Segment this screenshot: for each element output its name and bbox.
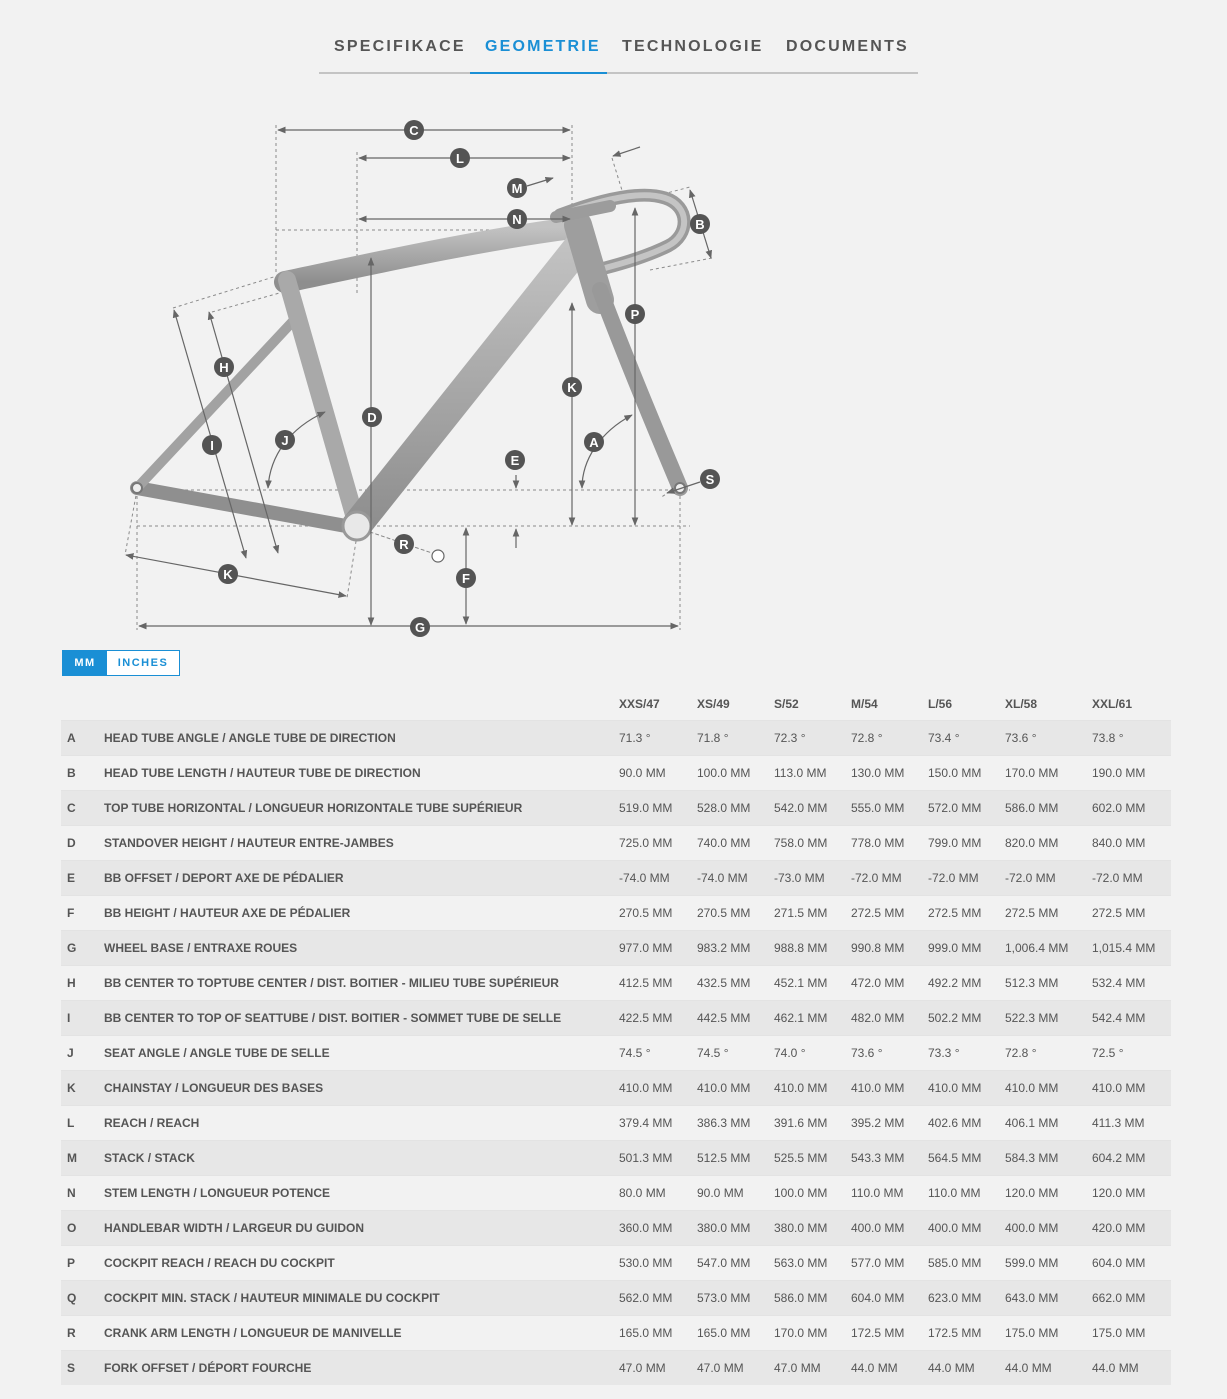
label-a-badge [584, 432, 604, 452]
table-row [61, 756, 1171, 791]
row-value: -73.0 MM [768, 861, 845, 896]
row-value: -72.0 MM [999, 861, 1086, 896]
label-i-badge [202, 435, 222, 455]
row-value: 547.0 MM [691, 1246, 768, 1281]
row-value: 623.0 MM [922, 1281, 999, 1316]
table-row [61, 1246, 1171, 1281]
label-l: L [456, 151, 464, 166]
row-value: 452.1 MM [768, 966, 845, 1001]
label-a: A [589, 435, 599, 450]
table-row [61, 1316, 1171, 1351]
row-value: 990.8 MM [845, 931, 922, 966]
row-value: 391.6 MM [768, 1106, 845, 1141]
row-value: 165.0 MM [691, 1316, 768, 1351]
row-value: 412.5 MM [613, 966, 691, 1001]
table-row [61, 1176, 1171, 1211]
row-value: 130.0 MM [845, 756, 922, 791]
row-value: 120.0 MM [999, 1176, 1086, 1211]
table-row [61, 931, 1171, 966]
tab-specifikace[interactable]: SPECIFIKACE [334, 38, 466, 55]
row-value: 525.5 MM [768, 1141, 845, 1176]
row-letter: M [61, 1141, 98, 1176]
table-row [61, 1281, 1171, 1316]
label-r: R [399, 537, 409, 552]
row-value: 80.0 MM [613, 1176, 691, 1211]
row-value: 420.0 MM [1086, 1211, 1171, 1246]
label-e-badge [505, 450, 525, 470]
row-label: SEAT ANGLE / ANGLE TUBE DE SELLE [98, 1036, 613, 1071]
row-label: FORK OFFSET / DÉPORT FOURCHE [98, 1351, 613, 1386]
label-q-badge [625, 304, 645, 324]
table-row [61, 1036, 1171, 1071]
row-label: BB OFFSET / DEPORT AXE DE PÉDALIER [98, 861, 613, 896]
row-value: 512.3 MM [999, 966, 1086, 1001]
row-value: 72.3 ° [768, 721, 845, 756]
row-value: 74.0 ° [768, 1036, 845, 1071]
row-value: 175.0 MM [999, 1316, 1086, 1351]
row-value: 820.0 MM [999, 826, 1086, 861]
row-value: 840.0 MM [1086, 826, 1171, 861]
row-value: 380.0 MM [691, 1211, 768, 1246]
table-row [61, 896, 1171, 931]
label-p-badge [507, 209, 527, 229]
row-letter: C [61, 791, 98, 826]
row-value: 410.0 MM [768, 1071, 845, 1106]
row-value: 270.5 MM [613, 896, 691, 931]
unit-mm-button[interactable]: MM [63, 651, 107, 675]
bike-frame [132, 195, 685, 562]
row-value: 270.5 MM [691, 896, 768, 931]
row-value: 44.0 MM [1086, 1351, 1171, 1386]
row-value: 586.0 MM [768, 1281, 845, 1316]
row-value: 406.1 MM [999, 1106, 1086, 1141]
row-letter: L [61, 1106, 98, 1141]
row-letter: P [61, 1246, 98, 1281]
row-value: 778.0 MM [845, 826, 922, 861]
label-k-badge [218, 564, 238, 584]
row-value: 172.5 MM [845, 1316, 922, 1351]
label-j-badge [275, 430, 295, 450]
size-header: XXL/61 [1092, 697, 1133, 711]
row-value: 758.0 MM [768, 826, 845, 861]
row-value: 72.8 ° [845, 721, 922, 756]
row-value: 599.0 MM [999, 1246, 1086, 1281]
row-value: 113.0 MM [768, 756, 845, 791]
row-value: 604.0 MM [1086, 1246, 1171, 1281]
table-row [61, 1141, 1171, 1176]
size-header: S/52 [774, 697, 799, 711]
row-value: 602.0 MM [1086, 791, 1171, 826]
row-value: 73.4 ° [922, 721, 999, 756]
row-value: 73.6 ° [845, 1036, 922, 1071]
row-value: 410.0 MM [1086, 1071, 1171, 1106]
row-label: REACH / REACH [98, 1106, 613, 1141]
table-row [61, 1351, 1171, 1386]
row-label: STEM LENGTH / LONGUEUR POTENCE [98, 1176, 613, 1211]
label-h: H [219, 360, 229, 375]
row-value: 190.0 MM [1086, 756, 1171, 791]
row-label: BB HEIGHT / HAUTEUR AXE DE PÉDALIER [98, 896, 613, 931]
geometry-table [61, 688, 1171, 1385]
row-value: 71.8 ° [691, 721, 768, 756]
row-value: 586.0 MM [999, 791, 1086, 826]
row-value: 411.3 MM [1086, 1106, 1171, 1141]
size-header: M/54 [851, 697, 878, 711]
label-j: J [281, 433, 289, 448]
row-value: 272.5 MM [922, 896, 999, 931]
label-g-badge [410, 617, 430, 637]
row-value: 47.0 MM [691, 1351, 768, 1386]
row-value: 172.5 MM [922, 1316, 999, 1351]
row-value: 462.1 MM [768, 1001, 845, 1036]
row-value: 442.5 MM [691, 1001, 768, 1036]
row-value: 271.5 MM [768, 896, 845, 931]
row-letter: B [61, 756, 98, 791]
row-value: 528.0 MM [691, 791, 768, 826]
row-value: 410.0 MM [845, 1071, 922, 1106]
row-label: COCKPIT REACH / REACH DU COCKPIT [98, 1246, 613, 1281]
unit-inches-button[interactable]: INCHES [117, 657, 169, 669]
table-row [61, 1071, 1171, 1106]
size-header: XXS/47 [619, 697, 660, 711]
row-value: 542.4 MM [1086, 1001, 1171, 1036]
row-value: 400.0 MM [999, 1211, 1086, 1246]
row-letter: I [61, 1001, 98, 1036]
row-value: 1,006.4 MM [999, 931, 1086, 966]
table-row [61, 861, 1171, 896]
row-value: 585.0 MM [922, 1246, 999, 1281]
row-value: -74.0 MM [613, 861, 691, 896]
row-value: 410.0 MM [999, 1071, 1086, 1106]
row-value: 272.5 MM [845, 896, 922, 931]
row-value: 725.0 MM [613, 826, 691, 861]
row-value: 170.0 MM [999, 756, 1086, 791]
row-value: 175.0 MM [1086, 1316, 1171, 1351]
row-value: 74.5 ° [691, 1036, 768, 1071]
row-value: 410.0 MM [922, 1071, 999, 1106]
row-value: 100.0 MM [768, 1176, 845, 1211]
row-value: 502.2 MM [922, 1001, 999, 1036]
table-row [61, 1001, 1171, 1036]
row-value: 604.0 MM [845, 1281, 922, 1316]
row-label: COCKPIT MIN. STACK / HAUTEUR MINIMALE DU COCKPIT [98, 1281, 613, 1316]
row-letter: H [61, 966, 98, 1001]
row-label: CRANK ARM LENGTH / LONGUEUR DE MANIVELLE [98, 1316, 613, 1351]
label-e: E [510, 453, 520, 468]
label-f-badge [456, 568, 476, 588]
row-value: 402.6 MM [922, 1106, 999, 1141]
row-value: 562.0 MM [613, 1281, 691, 1316]
row-value: 983.2 MM [691, 931, 768, 966]
row-label: TOP TUBE HORIZONTAL / LONGUEUR HORIZONTALE TUBE SUPÉRIEUR [98, 791, 613, 826]
row-value: 400.0 MM [922, 1211, 999, 1246]
row-value: 44.0 MM [845, 1351, 922, 1386]
row-letter: D [61, 826, 98, 861]
row-value: 395.2 MM [845, 1106, 922, 1141]
row-label: HEAD TUBE LENGTH / HAUTEUR TUBE DE DIRECTION [98, 756, 613, 791]
row-value: 584.3 MM [999, 1141, 1086, 1176]
row-value: 740.0 MM [691, 826, 768, 861]
row-value: 110.0 MM [845, 1176, 922, 1211]
size-header: XS/49 [697, 697, 730, 711]
label-n-badge [507, 178, 527, 198]
size-header: L/56 [928, 697, 953, 711]
row-value: 272.5 MM [1086, 896, 1171, 931]
row-letter: R [61, 1316, 98, 1351]
row-value: -72.0 MM [1086, 861, 1171, 896]
row-value: 977.0 MM [613, 931, 691, 966]
row-label: BB CENTER TO TOPTUBE CENTER / DIST. BOITIER - MILIEU TUBE SUPÉRIEUR [98, 966, 613, 1001]
row-value: 472.0 MM [845, 966, 922, 1001]
row-value: 522.3 MM [999, 1001, 1086, 1036]
row-value: 400.0 MM [845, 1211, 922, 1246]
row-value: 988.8 MM [768, 931, 845, 966]
label-s: S [705, 472, 715, 487]
row-value: 386.3 MM [691, 1106, 768, 1141]
row-value: 73.6 ° [999, 721, 1086, 756]
row-value: 573.0 MM [691, 1281, 768, 1316]
row-label: BB CENTER TO TOP OF SEATTUBE / DIST. BOITIER - SOMMET TUBE DE SELLE [98, 1001, 613, 1036]
row-label: STANDOVER HEIGHT / HAUTEUR ENTRE-JAMBES [98, 826, 613, 861]
row-value: 512.5 MM [691, 1141, 768, 1176]
unit-toggle [62, 650, 180, 676]
dimension-arrows [126, 130, 711, 626]
row-value: 360.0 MM [613, 1211, 691, 1246]
label-i: I [210, 438, 214, 453]
row-value: 90.0 MM [691, 1176, 768, 1211]
row-label: WHEEL BASE / ENTRAXE ROUES [98, 931, 613, 966]
row-value: 73.8 ° [1086, 721, 1171, 756]
row-letter: S [61, 1351, 98, 1386]
table-row [61, 1211, 1171, 1246]
table-row [61, 1106, 1171, 1141]
label-g: G [414, 620, 426, 635]
row-value: 572.0 MM [922, 791, 999, 826]
label-m: K [567, 380, 577, 395]
label-s-badge [700, 469, 720, 489]
label-n: M [511, 181, 523, 196]
row-label: STACK / STACK [98, 1141, 613, 1176]
label-b-badge [690, 214, 710, 234]
row-value: 379.4 MM [613, 1106, 691, 1141]
row-value: 380.0 MM [768, 1211, 845, 1246]
row-value: 120.0 MM [1086, 1176, 1171, 1211]
label-r-badge [394, 534, 414, 554]
row-label: CHAINSTAY / LONGUEUR DES BASES [98, 1071, 613, 1106]
row-value: 44.0 MM [922, 1351, 999, 1386]
row-value: 519.0 MM [613, 791, 691, 826]
row-value: 47.0 MM [613, 1351, 691, 1386]
row-value: -72.0 MM [922, 861, 999, 896]
label-d: D [367, 410, 377, 425]
label-k-text: K [223, 567, 233, 582]
row-value: 44.0 MM [999, 1351, 1086, 1386]
row-letter: G [61, 931, 98, 966]
row-value: 422.5 MM [613, 1001, 691, 1036]
label-c: C [409, 123, 419, 138]
size-header: XL/58 [1005, 697, 1038, 711]
label-q: P [630, 307, 640, 322]
row-value: 47.0 MM [768, 1351, 845, 1386]
row-value: 170.0 MM [768, 1316, 845, 1351]
label-h-badge [214, 357, 234, 377]
row-value: -74.0 MM [691, 861, 768, 896]
tab-documents[interactable]: DOCUMENTS [786, 38, 909, 55]
label-l-badge [450, 148, 470, 168]
label-b: B [695, 217, 705, 232]
table-row [61, 791, 1171, 826]
row-value: 532.4 MM [1086, 966, 1171, 1001]
label-m-badge [562, 377, 582, 397]
tab-technologie[interactable]: TECHNOLOGIE [622, 38, 764, 55]
row-letter: Q [61, 1281, 98, 1316]
row-value: 110.0 MM [922, 1176, 999, 1211]
row-value: -72.0 MM [845, 861, 922, 896]
row-value: 482.0 MM [845, 1001, 922, 1036]
row-value: 643.0 MM [999, 1281, 1086, 1316]
row-value: 71.3 ° [613, 721, 691, 756]
row-value: 577.0 MM [845, 1246, 922, 1281]
row-value: 272.5 MM [999, 896, 1086, 931]
row-value: 564.5 MM [922, 1141, 999, 1176]
table-row [61, 826, 1171, 861]
row-letter: K [61, 1071, 98, 1106]
label-c-badge [404, 120, 424, 140]
row-value: 799.0 MM [922, 826, 999, 861]
label-p: N [512, 212, 522, 227]
row-letter: E [61, 861, 98, 896]
row-value: 410.0 MM [691, 1071, 768, 1106]
label-f: F [462, 571, 470, 586]
row-value: 662.0 MM [1086, 1281, 1171, 1316]
row-label: HEAD TUBE ANGLE / ANGLE TUBE DE DIRECTION [98, 721, 613, 756]
row-value: 542.0 MM [768, 791, 845, 826]
row-label: HANDLEBAR WIDTH / LARGEUR DU GUIDON [98, 1211, 613, 1246]
table-header-row [61, 688, 1171, 721]
row-value: 999.0 MM [922, 931, 999, 966]
row-value: 530.0 MM [613, 1246, 691, 1281]
row-value: 72.8 ° [999, 1036, 1086, 1071]
table-row [61, 721, 1171, 756]
label-d-badge [362, 407, 382, 427]
row-value: 501.3 MM [613, 1141, 691, 1176]
table-body [61, 721, 1171, 1386]
row-value: 74.5 ° [613, 1036, 691, 1071]
row-value: 90.0 MM [613, 756, 691, 791]
row-value: 72.5 ° [1086, 1036, 1171, 1071]
row-letter: J [61, 1036, 98, 1071]
row-value: 604.2 MM [1086, 1141, 1171, 1176]
table-row [61, 966, 1171, 1001]
tab-geometrie[interactable]: GEOMETRIE [485, 38, 601, 55]
row-letter: N [61, 1176, 98, 1211]
row-letter: F [61, 896, 98, 931]
row-value: 1,015.4 MM [1086, 931, 1171, 966]
row-value: 73.3 ° [922, 1036, 999, 1071]
row-value: 150.0 MM [922, 756, 999, 791]
row-value: 410.0 MM [613, 1071, 691, 1106]
row-value: 543.3 MM [845, 1141, 922, 1176]
row-letter: A [61, 721, 98, 756]
row-value: 165.0 MM [613, 1316, 691, 1351]
row-value: 432.5 MM [691, 966, 768, 1001]
geometry-diagram [0, 0, 1227, 645]
row-letter: O [61, 1211, 98, 1246]
row-value: 100.0 MM [691, 756, 768, 791]
row-value: 563.0 MM [768, 1246, 845, 1281]
row-value: 492.2 MM [922, 966, 999, 1001]
row-value: 555.0 MM [845, 791, 922, 826]
